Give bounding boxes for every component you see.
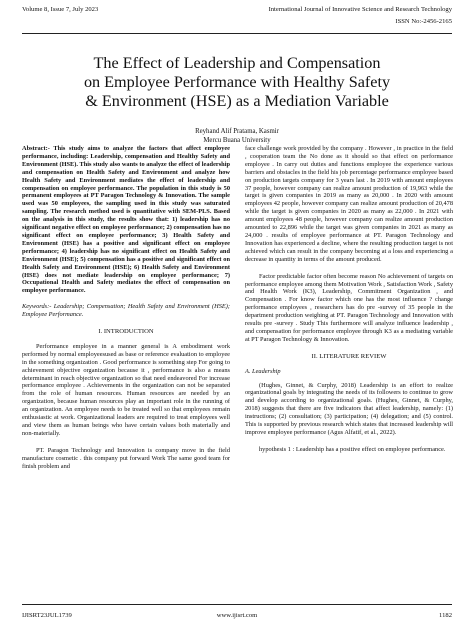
keywords-label: Keywords:- — [22, 303, 52, 311]
left-column — [22, 145, 230, 471]
page-number: 1182 — [439, 612, 452, 619]
section-heading-introduction: I. INTRODUCTION — [98, 328, 154, 336]
intro-paragraph-4: Factor predictable factor often become reason No achievement of targets on performance employee among them Motivation Work , Satisfaction Work , Safety and Health Work (K3), Leadership, Commitment Organization , and Compensation . For know factor which one has the most influence ? change performance employees , researchers has do pre -survey of 35 people in the department production weighing at PT. Paragon Technology and Innovation with results pre -survey . Study This furthermore will analyze influence leadership , and compensation for performance employee through K3 as a mediating variable at PT Paragon Technology & Innovation. — [245, 272, 453, 343]
subsection-heading-leadership: A. Leadership — [245, 367, 281, 375]
leadership-paragraph: (Hughes, Ginnet, & Curphy, 2018) Leadership is an effort to realize organizational goals by integrating the needs of its followers to continue to grow and develop according to organizational goals. (Hughes, Ginnet, & Curphy, 2018) suggests that there are five indicators that affect leadership, namely: (1) instructions; (2) consultation; (3) participation; (4) delegation; and (5) control. This is supported by previous research which states that increased leadership will improve employee performance (Agus Alfatif, et al., 2022). — [245, 381, 453, 436]
keywords — [22, 303, 230, 319]
section-heading-literature-review: II. LITERATURE REVIEW — [311, 352, 387, 360]
hypothesis-1: hypothesis 1 : Leadership has a positive effect on employee performance. — [259, 445, 446, 453]
footer-rule — [22, 604, 452, 605]
title-line-1: The Effect of Leadership and Compensation — [93, 54, 381, 72]
journal-url: www.ijisrt.com — [216, 612, 258, 619]
intro-paragraph-1: Performance employee in a manner general is A embodiment work performed by normal employeesused as base or reference evaluation to employee in the something organization . Good performance is something step For going to achievement objective organization because it , performance is also a means determinant in reach objective organization so that need endeavored For increase performance employee . Achievements in the organization can not be separated from the role of human resources. Human resources are needed by an organization, because human resources play an important role in the running of an organization. An employee needs to be treated well so that employees remain enthusiastic at work. Organizational leaders are required to treat employees well and view them as human beings who have certain values both materially and non-materially. — [22, 342, 230, 437]
keywords-text: Leadership; Compensation; Health Safety and Environment (HSE); Employee Performance. — [22, 303, 230, 319]
journal-name: International Journal of Innovative Science and Research Technology — [268, 6, 452, 13]
author-affiliation: Mercu Buana University — [203, 136, 271, 144]
volume-info: Volume 8, Issue 7, July 2023 — [22, 6, 99, 13]
paper-title — [40, 54, 434, 111]
abstract: Abstract:- This study aims to analyze the factors that affect employee performance, including: Leadership, compensation and Healthy Safety and Environment (HSE). This study also wants to analyze the effect of leadership and compensation on Health Safety and Environment and analyze how Health Safety and Environment mediates the effect of leadership and compensation on employee performance. The population in this study is 50 permanent employees at PT Paragon Technology & Innovation. The sample used was 50 employees, the sampling used in this study was saturated sampling. The research method used is quantitative with SEM-PLS. Based on the analysis in this study, the results show that: 1) leadership has no significant negative effect on employee performance; 2) compensation has no significant effect on employee performance; 3) Health Safety and Environment (HSE) has a positive and significant effect on employee performance; 4) leadership has no significant effect on Health Safety and Environment (HSE); 5) compensation has a positive and significant effect on Health Safety and Environment (HSE); 6) Health Safety and Environment (HSE) does not mediate leadership on employee performance; 7) Occupational Health and Safety mediates the effect of compensation on employee performance. — [22, 145, 230, 295]
title-line-3: & Environment (HSE) as a Mediation Variable — [85, 92, 389, 110]
paper-id: IJISRT23JUL1739 — [22, 612, 72, 619]
author-block — [0, 128, 474, 145]
header-rule — [22, 33, 452, 34]
issn: ISSN No:-2456-2165 — [395, 18, 452, 25]
intro-paragraph-3: face challenge work provided by the company . However , in practice in the field , cooperation team the No done as it should so that effect on performance employee . In carry out duties and functions employee the experience various barriers and obstacles in the field his job percentage performance employee based on production targets company for 3 years last . In 2019 with amount employees 37 people, however company can realize amount production of 19,963 while the target is given companies in 2019 as many as 20,000 . In 2020 with amount employees 42 people, however company can realize amount production of 20,478 while the target is given companies in 2020 as many as 22,000 . In 2021 with amount employees 48 people, however company can realize amount production amounted to 22,896 while the target was given companies in 2021 as many as 24,000 . results of employee performance at PT. Paragon Technology and Innovation has experienced a decline, where the resulting production target is not achieved which can result in the company becoming at a loss and experiencing a decrease in quantity in terms of the amount produced. — [245, 145, 453, 263]
intro-paragraph-2: PT. Paragon Technology and Innovation is company move in the field manufacture cosmetic . this company put forward Work The same good team for finish problem and — [22, 446, 230, 470]
title-line-2: on Employee Performance with Healthy Safety — [83, 73, 391, 91]
right-column — [245, 145, 453, 454]
author-names: Reyhand Alif Pratama, Kasmir — [195, 128, 279, 135]
